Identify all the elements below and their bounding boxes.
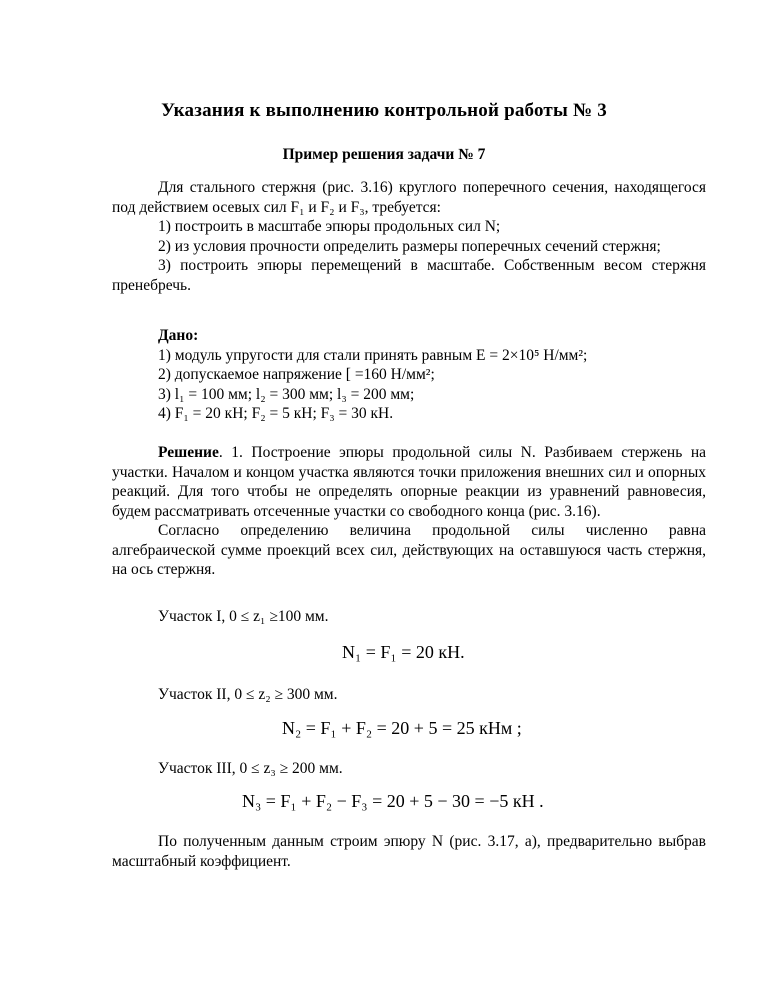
intro-block	[112, 178, 706, 295]
task-item-1: 1) построить в масштабе эпюры продольных сил N;	[158, 218, 501, 235]
intro-paragraph: Для стального стержня (рис. 3.16) круглого поперечного сечения, находящегося под действием осевых сил F₁ и F₂ и F₃, требуется:	[112, 179, 706, 216]
formula-1: N₁ = F₁ = 20 кН.	[342, 642, 465, 662]
given-line-4: 4) F₁ = 20 кН; F₂ = 5 кН; F₃ = 30 кН.	[158, 405, 394, 422]
formula-2: N₂ = F₁ + F₂ = 20 + 5 = 25 кНм ;	[282, 718, 522, 738]
task-item-3: 3) построить эпюры перемещений в масштабе. Собственным весом стержня пренебречь.	[112, 257, 706, 294]
given-block	[112, 326, 706, 424]
section-label-3: Участок III, 0 ≤ z₃ ≥ 200 мм.	[158, 760, 343, 777]
given-line-2: 2) допускаемое напряжение [ =160 Н/мм²;	[158, 366, 435, 383]
given-heading: Дано:	[158, 327, 199, 344]
section-label-1: Участок I, 0 ≤ z₁ ≥100 мм.	[158, 608, 329, 625]
page-title: Указания к выполнению контрольной работы № 3	[161, 100, 607, 121]
solution-paragraph-2: Согласно определению величина продольной силы численно равна алгебраической сумме проекций всех сил, действующих на оставшуюся часть стержня, на ось стержня.	[112, 522, 706, 578]
solution-paragraph-1	[112, 443, 706, 521]
conclusion-paragraph: По полученным данным строим эпюру N (рис. 3.17, а), предварительно выбрав масштабный коэффициент.	[112, 833, 706, 870]
page-subtitle: Пример решения задачи № 7	[282, 146, 486, 163]
task-item-2: 2) из условия прочности определить размеры поперечных сечений стержня;	[158, 237, 661, 255]
formula-3: N₃ = F₁ + F₂ − F₃ = 20 + 5 − 30 = −5 кН .	[242, 791, 544, 811]
conclusion-block	[112, 832, 706, 871]
solution-block	[112, 443, 706, 580]
given-line-3: 3) l₁ = 100 мм; l₂ = 300 мм; l₃ = 200 мм;	[158, 385, 415, 403]
given-line-1: 1) модуль упругости для стали принять равным E = 2×10⁵ Н/мм²;	[158, 346, 588, 364]
section-label-2: Участок II, 0 ≤ z₂ ≥ 300 мм.	[158, 686, 338, 703]
solution-label: Решение	[158, 444, 219, 461]
solution-text: . 1. Построение эпюры продольной силы N. Разбиваем стержень на участки. Началом и концом участка являются точки приложения внешних сил и опорных реакций. Для того чтобы не определять опорные реакции из уравнений равновесия, будем рассматривать отсеченные участки со свободного конца (рис. 3.16).	[112, 444, 706, 520]
